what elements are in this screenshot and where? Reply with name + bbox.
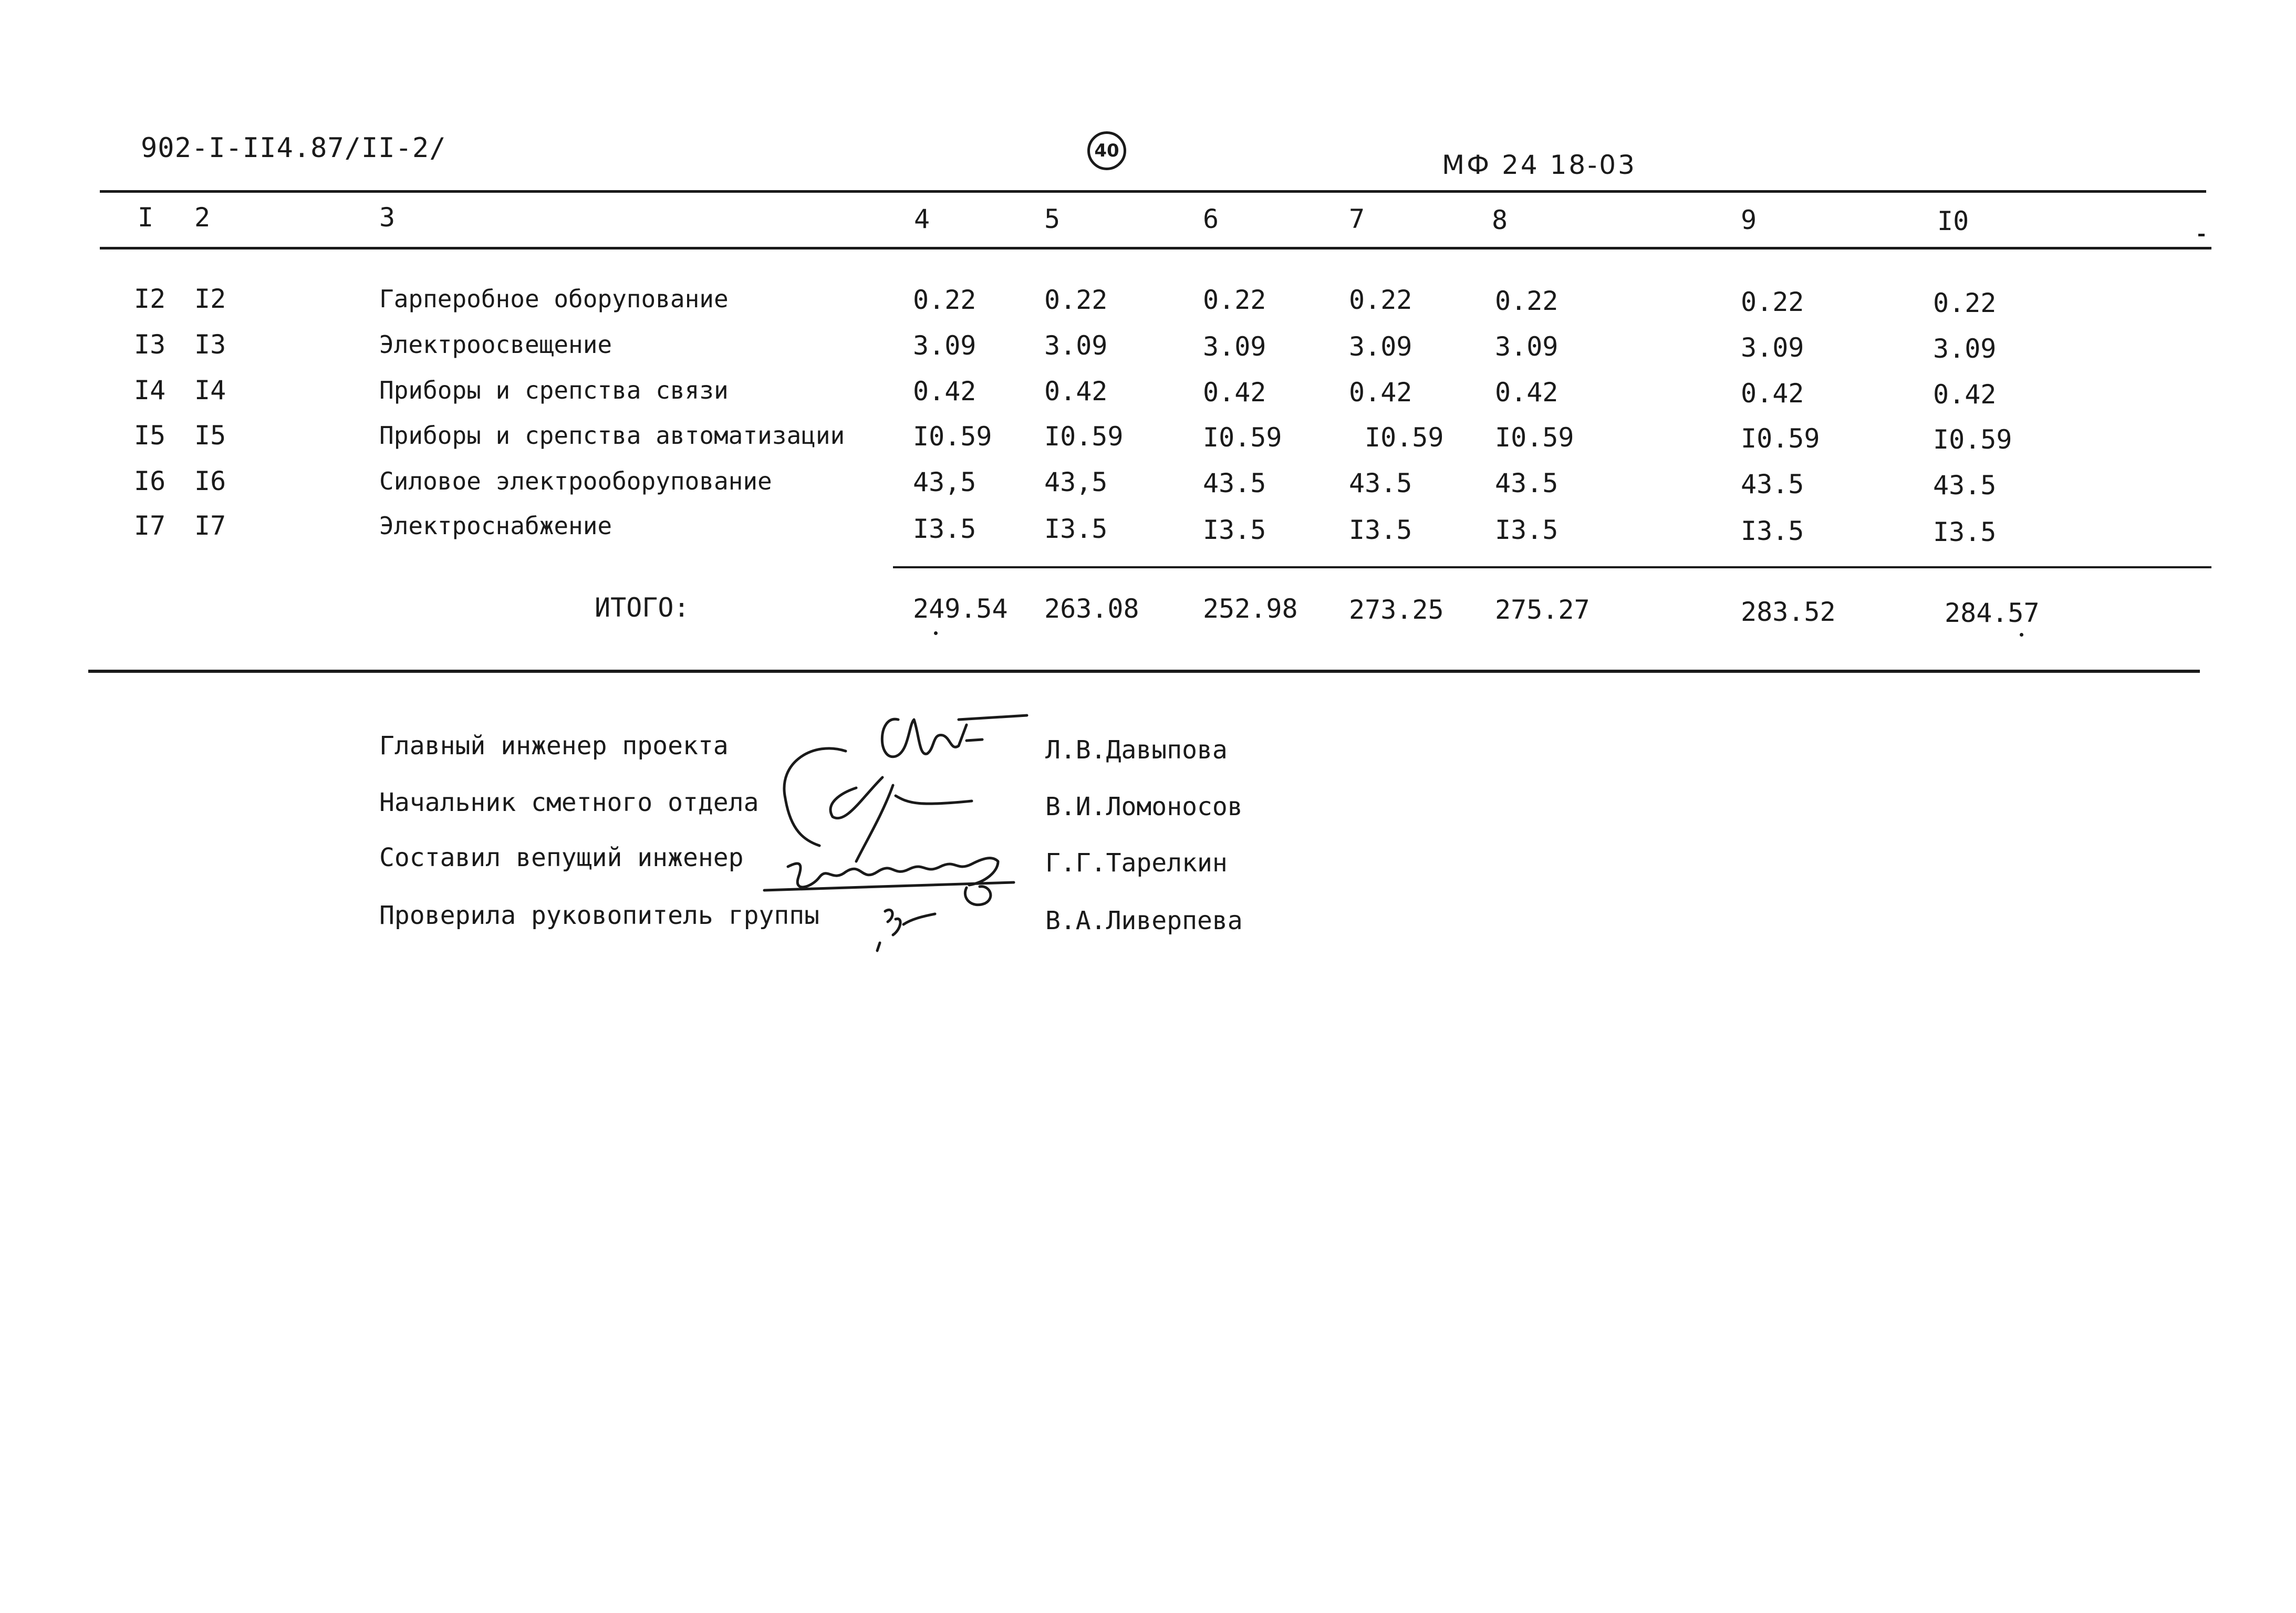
item-name: Приборы и срепства связи [379,376,729,404]
value-cell: 3.09 [1349,331,1412,362]
value-cell: 43.5 [1495,468,1559,498]
column-header: 5 [1044,204,1061,234]
total-label: ИТОГО: [595,592,690,623]
value-cell: 3.09 [1203,331,1266,362]
signer-role: Проверила руковопитель группы [379,901,820,930]
column-header: 4 [914,204,930,234]
value-cell: I0.59 [913,421,992,452]
row-number: I4 [194,375,226,405]
total-value: 284.57 [1945,598,2040,628]
value-cell: 0.42 [1044,376,1108,407]
row-number: I6 [194,466,226,496]
totals-rule [893,566,2211,568]
handwritten-signatures [720,704,1045,956]
column-header: I [138,202,154,233]
page-number-text: 40 [1094,140,1119,161]
value-cell: 0.42 [1933,379,1997,410]
signer-name: В.И.Ломоносов [1045,792,1243,821]
column-header: 6 [1203,204,1219,234]
value-cell: I3.5 [1203,515,1266,545]
signer-name: Г.Г.Тарелкин [1045,848,1228,878]
value-cell: I3.5 [913,514,976,544]
value-cell: I0.59 [1365,422,1444,453]
row-number: I4 [134,375,166,405]
value-cell: 0.42 [1349,377,1412,408]
stray-mark [2020,633,2023,637]
row-number: I2 [194,284,226,314]
row-number: I7 [134,511,166,541]
value-cell: I0.59 [1044,421,1124,452]
column-header: I0 [1937,206,1969,236]
total-value: 252.98 [1203,594,1298,624]
table-bottom-rule [88,670,2200,673]
value-cell: 0.42 [1495,377,1559,408]
item-name: Гарперобное оборупование [379,285,729,313]
row-number: I5 [134,420,166,451]
value-cell: 0.22 [913,285,976,315]
item-name: Приборы и срепства автоматизации [379,421,845,450]
total-value: 249.54 [913,594,1008,624]
row-number: I3 [134,329,166,360]
value-cell: I3.5 [1349,515,1412,545]
value-cell: 3.09 [1933,334,1997,364]
value-cell: 0.42 [913,376,976,407]
total-value: 273.25 [1349,595,1444,625]
item-name: Электроснабжение [379,512,612,540]
column-header: 8 [1492,205,1508,235]
signer-name: В.А.Ливерпева [1045,906,1243,935]
column-header: 3 [379,202,396,233]
value-cell: I0.59 [1933,424,2012,455]
column-header: 2 [194,202,211,233]
total-value: 275.27 [1495,595,1590,625]
signer-role: Составил вепущий инженер [379,843,744,872]
column-header: 7 [1349,204,1365,234]
value-cell: 43.5 [1933,470,1997,501]
value-cell: 43.5 [1349,468,1412,498]
value-cell: 0.22 [1495,286,1559,316]
signer-name: Л.В.Давыпова [1045,735,1228,765]
value-cell: I0.59 [1741,423,1820,454]
item-name: Силовое электрооборупование [379,467,772,495]
value-cell: 43.5 [1741,469,1804,499]
document-code: 902-I-II4.87/II-2/ [141,132,446,164]
row-number: I2 [134,284,166,314]
value-cell: I3.5 [1741,516,1804,546]
value-cell: 0.22 [1349,285,1412,315]
value-cell: 43,5 [913,467,976,497]
value-cell: 0.22 [1933,288,1997,318]
row-number: I5 [194,420,226,451]
value-cell: 0.22 [1741,287,1804,317]
value-cell: 43,5 [1044,467,1108,497]
value-cell: 0.42 [1203,377,1266,408]
value-cell: 3.09 [1495,331,1559,362]
value-cell: I3.5 [1495,515,1559,545]
value-cell: 3.09 [1741,332,1804,363]
value-cell: I3.5 [1933,517,1997,547]
table-top-rule [100,190,2206,193]
value-cell: 0.42 [1741,378,1804,409]
value-cell: I0.59 [1203,422,1282,453]
row-number: I3 [194,329,226,360]
total-value: 283.52 [1741,597,1836,627]
value-cell: I0.59 [1495,422,1574,453]
value-cell: 0.22 [1203,285,1266,315]
total-value: 263.08 [1044,594,1139,624]
sheet-code: МФ 24 18-03 [1442,150,1637,180]
stray-mark [2198,234,2205,236]
signer-role: Начальник сметного отдела [379,788,759,817]
value-cell: 3.09 [1044,330,1108,361]
value-cell: 0.22 [1044,285,1108,315]
value-cell: I3.5 [1044,514,1108,544]
row-number: I7 [194,511,226,541]
value-cell: 43.5 [1203,468,1266,498]
row-number: I6 [134,466,166,496]
signer-role: Главный инженер проекта [379,731,729,761]
item-name: Электроосвещение [379,330,612,359]
header-bottom-rule [100,247,2211,249]
value-cell: 3.09 [913,330,976,361]
column-header: 9 [1741,205,1757,235]
stray-mark [934,631,938,635]
page-number [1087,131,1126,170]
